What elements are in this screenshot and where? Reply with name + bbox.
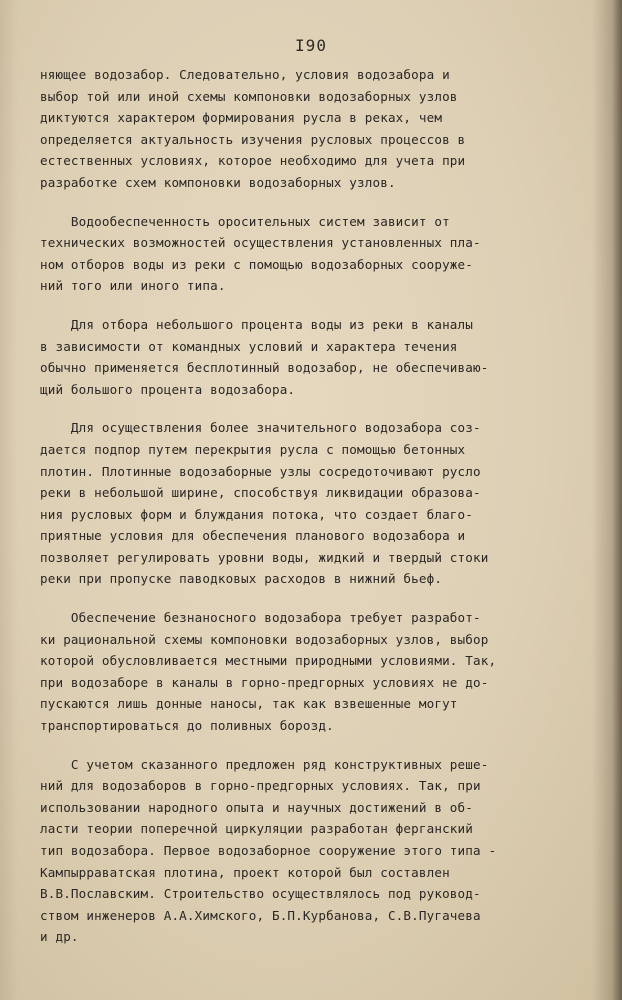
text-line: приятные условия для обеспечения планового водозабора и — [40, 528, 466, 544]
text-line: Для осуществления более значительного водозабора соз- — [40, 420, 481, 436]
text-line: тип водозабора. Первое водозаборное сооружение этого типа - — [40, 843, 497, 858]
document-body — [40, 64, 615, 965]
text-line: технических возможностей осуществления установленных пла- — [40, 235, 481, 251]
paragraph — [40, 607, 615, 737]
text-line: В.В.Пославским. Строительство осуществлялось под руковод- — [40, 886, 481, 902]
text-line: выбор той или иной схемы компоновки водозаборных узлов — [40, 88, 458, 104]
text-line: Водообеспеченность оросительных систем зависит от — [40, 213, 450, 229]
text-line: при водозаборе в каналы в горно-предгорных условиях не до- — [40, 674, 489, 690]
text-line: которой обусловливается местными природными условиями. Так, — [40, 653, 497, 669]
text-line: Кампырраватская плотина, проект которой был составлен — [40, 864, 450, 880]
text-line: ласти теории поперечной циркуляции разработан ферганский — [40, 821, 473, 837]
text-line: ний того или иного типа. — [40, 278, 226, 294]
page-edge-shadow — [612, 0, 622, 1000]
paragraph — [40, 754, 615, 948]
text-line: ством инженеров А.А.Химского, Б.П.Курбанова, С.В.Пугачева — [40, 907, 481, 923]
page-number: I90 — [295, 36, 327, 55]
text-line: и др. — [40, 929, 79, 945]
text-line: транспортироваться до поливных борозд. — [40, 718, 334, 734]
text-line: няющее водозабор. Следовательно, условия водозабора и — [40, 67, 450, 82]
text-line: плотин. Плотинные водозаборные узлы сосредоточивают русло — [40, 463, 481, 479]
text-line: ном отборов воды из реки с помощью водозаборных сооруже- — [40, 256, 473, 272]
text-line: ки рациональной схемы компоновки водозаборных узлов, выбор — [40, 631, 489, 647]
text-line: ний для водозаборов в горно-предгорных условиях. Так, при — [40, 778, 481, 794]
text-line: диктуются характером формирования русла в реках, чем — [40, 110, 443, 126]
text-line: в зависимости от командных условий и характера течения — [40, 338, 458, 354]
text-line: обычно применяется бесплотинный водозабор, не обеспечиваю- — [40, 360, 489, 376]
paragraph — [40, 211, 615, 297]
text-line: позволяет регулировать уровни воды, жидкий и твердый стоки — [40, 549, 489, 565]
text-line: ния русловых форм и блуждания потока, что создает благо- — [40, 506, 473, 522]
text-line: разработке схем компоновки водозаборных узлов. — [40, 174, 396, 190]
text-line: Обеспечение безнаносного водозабора требует разработ- — [40, 610, 481, 626]
text-line: дается подпор путем перекрытия русла с помощью бетонных — [40, 441, 466, 457]
text-line: Для отбора небольшого процента воды из реки в каналы — [40, 316, 473, 332]
text-line: использовании народного опыта и научных достижений в об- — [40, 799, 473, 815]
text-line: щий большого процента водозабора. — [40, 381, 296, 397]
text-line: реки при пропуске паводковых расходов в нижний бьеф. — [40, 571, 443, 587]
text-line: естественных условиях, которое необходимо для учета при — [40, 153, 466, 169]
text-line: пускаются лишь донные наносы, так как взвешенные могут — [40, 696, 458, 712]
paragraph — [40, 314, 615, 400]
text-line: определяется актуальность изучения русловых процессов в — [40, 131, 466, 147]
paragraph — [40, 417, 615, 590]
text-line: реки в небольшой ширине, способствуя ликвидации образова- — [40, 485, 481, 501]
paragraph — [40, 64, 615, 194]
text-line: С учетом сказанного предложен ряд конструктивных реше- — [40, 756, 489, 772]
